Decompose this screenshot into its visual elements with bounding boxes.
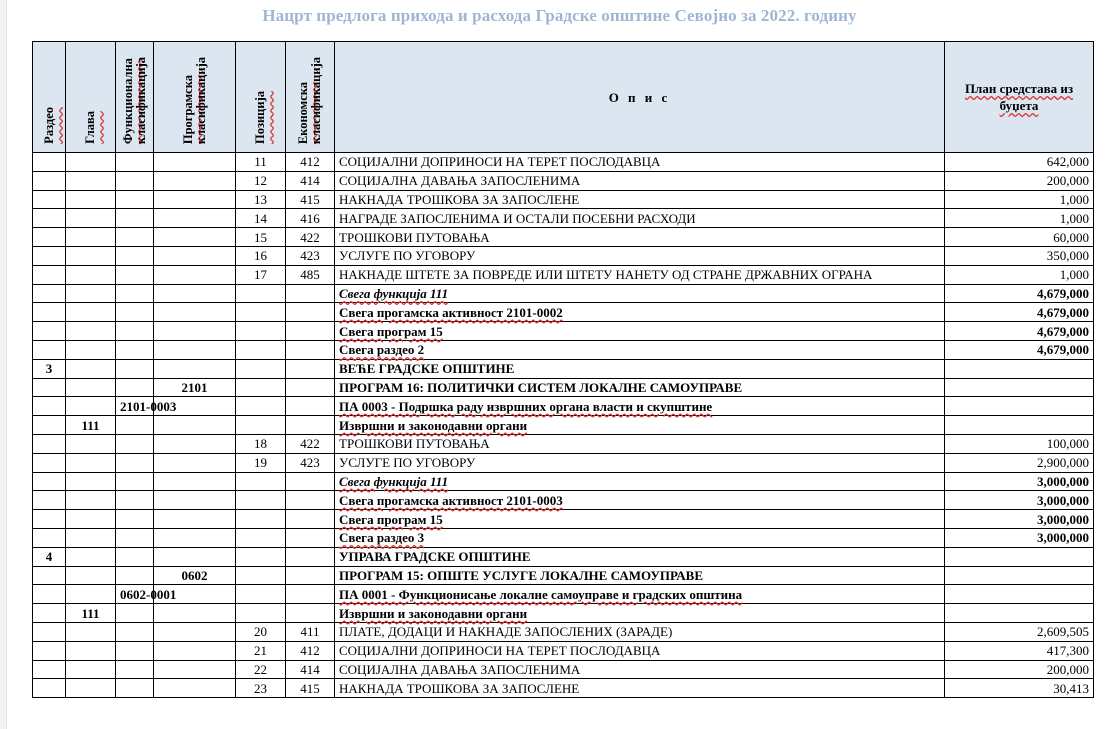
cell-pozicija <box>236 566 286 585</box>
table-row <box>33 472 1094 491</box>
cell-pozicija <box>236 416 286 435</box>
cell-programska <box>154 453 236 472</box>
cell-iznos: 4,679,000 <box>945 322 1094 341</box>
cell-ekonomska <box>286 528 335 547</box>
cell-glava <box>66 547 116 566</box>
cell-funkcionalna <box>116 491 154 510</box>
table-row <box>33 604 1094 623</box>
table-row <box>33 322 1094 341</box>
cell-ekonomska: 423 <box>286 246 335 265</box>
cell-iznos: 3,000,000 <box>945 510 1094 529</box>
cell-pozicija: 14 <box>236 209 286 228</box>
cell-funkcionalna <box>116 453 154 472</box>
cell-pozicija: 22 <box>236 660 286 679</box>
header-opis: О п и с <box>335 42 945 153</box>
cell-funkcionalna <box>116 510 154 529</box>
cell-iznos: 417,300 <box>945 641 1094 660</box>
cell-ekonomska: 416 <box>286 209 335 228</box>
cell-ekonomska: 414 <box>286 660 335 679</box>
cell-ekonomska <box>286 510 335 529</box>
cell-programska <box>154 416 236 435</box>
cell-programska <box>154 547 236 566</box>
cell-programska <box>154 340 236 359</box>
cell-razdeo <box>33 679 66 698</box>
cell-iznos: 1,000 <box>945 190 1094 209</box>
cell-ekonomska <box>286 604 335 623</box>
page-left-margin <box>0 0 7 729</box>
cell-ekonomska <box>286 585 335 604</box>
cell-glava <box>66 228 116 247</box>
cell-iznos: 4,679,000 <box>945 303 1094 322</box>
cell-iznos: 3,000,000 <box>945 472 1094 491</box>
cell-pozicija: 20 <box>236 622 286 641</box>
cell-razdeo <box>33 472 66 491</box>
cell-iznos <box>945 397 1094 416</box>
cell-funkcionalna <box>116 359 154 378</box>
cell-opis: ПРОГРАМ 15: ОПШТЕ УСЛУГЕ ЛОКАЛНЕ САМОУПРАВЕ <box>335 566 945 585</box>
table-row <box>33 359 1094 378</box>
cell-ekonomska <box>286 378 335 397</box>
header-glava: Глава <box>66 42 116 153</box>
cell-funkcionalna <box>116 153 154 172</box>
cell-ekonomska: 422 <box>286 434 335 453</box>
cell-pozicija <box>236 303 286 322</box>
cell-ekonomska <box>286 322 335 341</box>
cell-funkcionalna <box>116 322 154 341</box>
table-row <box>33 153 1094 172</box>
cell-razdeo <box>33 303 66 322</box>
cell-razdeo <box>33 378 66 397</box>
table-row <box>33 190 1094 209</box>
table-row <box>33 171 1094 190</box>
cell-razdeo <box>33 510 66 529</box>
cell-iznos: 100,000 <box>945 434 1094 453</box>
cell-programska <box>154 322 236 341</box>
cell-funkcionalna <box>116 284 154 303</box>
cell-iznos <box>945 604 1094 623</box>
cell-programska <box>154 510 236 529</box>
cell-razdeo <box>33 284 66 303</box>
cell-opis: НАГРАДЕ ЗАПОСЛЕНИМА И ОСТАЛИ ПОСЕБНИ РАСХОДИ <box>335 209 945 228</box>
cell-pozicija <box>236 604 286 623</box>
cell-opis: Извршни и законодавни органи <box>335 416 945 435</box>
cell-programska <box>154 303 236 322</box>
cell-pozicija <box>236 510 286 529</box>
cell-glava <box>66 340 116 359</box>
table-row <box>33 284 1094 303</box>
cell-programska <box>154 641 236 660</box>
cell-iznos <box>945 585 1094 604</box>
cell-ekonomska: 485 <box>286 265 335 284</box>
cell-ekonomska: 423 <box>286 453 335 472</box>
cell-ekonomska: 422 <box>286 228 335 247</box>
cell-pozicija <box>236 359 286 378</box>
cell-funkcionalna <box>116 265 154 284</box>
cell-glava <box>66 397 116 416</box>
cell-glava <box>66 303 116 322</box>
cell-ekonomska <box>286 303 335 322</box>
cell-glava <box>66 453 116 472</box>
cell-programska <box>154 528 236 547</box>
cell-razdeo <box>33 171 66 190</box>
cell-funkcionalna <box>116 246 154 265</box>
cell-glava <box>66 622 116 641</box>
table-row <box>33 416 1094 435</box>
cell-ekonomska: 411 <box>286 622 335 641</box>
cell-pozicija: 12 <box>236 171 286 190</box>
cell-opis: ТРОШКОВИ ПУТОВАЊА <box>335 434 945 453</box>
cell-opis: ПРОГРАМ 16: ПОЛИТИЧКИ СИСТЕМ ЛОКАЛНЕ САМОУПРАВЕ <box>335 378 945 397</box>
cell-funkcionalna <box>116 660 154 679</box>
cell-ekonomska <box>286 547 335 566</box>
cell-razdeo <box>33 153 66 172</box>
cell-glava <box>66 679 116 698</box>
cell-pozicija <box>236 397 286 416</box>
cell-glava <box>66 585 116 604</box>
cell-programska <box>154 679 236 698</box>
header-plan: План средстава из буџета <box>945 42 1094 153</box>
cell-funkcionalna <box>116 604 154 623</box>
budget-table <box>32 41 1094 698</box>
cell-programska <box>154 153 236 172</box>
cell-iznos <box>945 566 1094 585</box>
cell-iznos <box>945 359 1094 378</box>
cell-funkcionalna: 0602-0001 <box>116 585 154 604</box>
cell-iznos <box>945 416 1094 435</box>
cell-opis: СОЦИЈАЛНА ДАВАЊА ЗАПОСЛЕНИМА <box>335 171 945 190</box>
cell-glava <box>66 265 116 284</box>
cell-opis: Свега функција 111 <box>335 284 945 303</box>
cell-opis: НАКНАДА ТРОШКОВА ЗА ЗАПОСЛЕНЕ <box>335 679 945 698</box>
cell-razdeo <box>33 434 66 453</box>
cell-programska <box>154 246 236 265</box>
cell-glava <box>66 246 116 265</box>
table-row <box>33 491 1094 510</box>
cell-glava <box>66 153 116 172</box>
cell-ekonomska <box>286 340 335 359</box>
budget-table-body <box>33 153 1094 698</box>
table-row <box>33 340 1094 359</box>
cell-iznos: 4,679,000 <box>945 284 1094 303</box>
table-row <box>33 510 1094 529</box>
table-row <box>33 528 1094 547</box>
header-programska: Програмска класификација <box>154 42 236 153</box>
cell-programska <box>154 604 236 623</box>
cell-programska <box>154 622 236 641</box>
cell-iznos: 3,000,000 <box>945 491 1094 510</box>
cell-pozicija: 18 <box>236 434 286 453</box>
cell-opis: ПЛАТЕ, ДОДАЦИ И НАКНАДЕ ЗАПОСЛЕНИХ (ЗАРАДЕ) <box>335 622 945 641</box>
cell-opis: УСЛУГЕ ПО УГОВОРУ <box>335 246 945 265</box>
cell-ekonomska <box>286 416 335 435</box>
cell-programska <box>154 265 236 284</box>
cell-ekonomska <box>286 397 335 416</box>
cell-razdeo <box>33 585 66 604</box>
table-row <box>33 453 1094 472</box>
cell-razdeo <box>33 622 66 641</box>
cell-programska <box>154 209 236 228</box>
cell-funkcionalna <box>116 547 154 566</box>
cell-ekonomska <box>286 284 335 303</box>
cell-ekonomska <box>286 359 335 378</box>
table-row <box>33 641 1094 660</box>
cell-razdeo <box>33 491 66 510</box>
cell-iznos <box>945 378 1094 397</box>
cell-razdeo <box>33 416 66 435</box>
cell-opis: УПРАВА ГРАДСКЕ ОПШТИНЕ <box>335 547 945 566</box>
cell-opis: ВЕЋЕ ГРАДСКЕ ОПШТИНЕ <box>335 359 945 378</box>
cell-pozicija <box>236 378 286 397</box>
cell-programska <box>154 434 236 453</box>
cell-opis: ПА 0003 - Подршка раду извршних органа власти и скупштине <box>335 397 945 416</box>
cell-glava <box>66 472 116 491</box>
cell-razdeo <box>33 566 66 585</box>
cell-opis: СОЦИЈАЛНА ДАВАЊА ЗАПОСЛЕНИМА <box>335 660 945 679</box>
cell-opis: Свега прогамска активност 2101-0002 <box>335 303 945 322</box>
cell-glava <box>66 434 116 453</box>
cell-glava <box>66 171 116 190</box>
cell-iznos: 350,000 <box>945 246 1094 265</box>
table-row <box>33 434 1094 453</box>
cell-ekonomska: 412 <box>286 153 335 172</box>
cell-funkcionalna <box>116 528 154 547</box>
cell-ekonomska: 415 <box>286 679 335 698</box>
cell-opis: Свега програм 15 <box>335 322 945 341</box>
cell-pozicija: 13 <box>236 190 286 209</box>
cell-pozicija: 23 <box>236 679 286 698</box>
cell-iznos: 60,000 <box>945 228 1094 247</box>
cell-iznos: 200,000 <box>945 660 1094 679</box>
cell-ekonomska: 414 <box>286 171 335 190</box>
cell-funkcionalna <box>116 641 154 660</box>
cell-opis: Свега раздео 3 <box>335 528 945 547</box>
cell-pozicija <box>236 528 286 547</box>
cell-glava <box>66 284 116 303</box>
header-pozicija: Позиција <box>236 42 286 153</box>
cell-pozicija: 16 <box>236 246 286 265</box>
cell-pozicija: 15 <box>236 228 286 247</box>
cell-pozicija <box>236 585 286 604</box>
cell-opis: УСЛУГЕ ПО УГОВОРУ <box>335 453 945 472</box>
cell-pozicija <box>236 547 286 566</box>
cell-opis: ТРОШКОВИ ПУТОВАЊА <box>335 228 945 247</box>
cell-funkcionalna <box>116 566 154 585</box>
cell-funkcionalna <box>116 303 154 322</box>
cell-opis: СОЦИЈАЛНИ ДОПРИНОСИ НА ТЕРЕТ ПОСЛОДАВЦА <box>335 153 945 172</box>
cell-programska: 0602 <box>154 566 236 585</box>
cell-funkcionalna <box>116 416 154 435</box>
table-row <box>33 209 1094 228</box>
cell-ekonomska: 412 <box>286 641 335 660</box>
cell-programska <box>154 491 236 510</box>
cell-razdeo: 4 <box>33 547 66 566</box>
cell-glava <box>66 491 116 510</box>
cell-funkcionalna <box>116 434 154 453</box>
cell-programska <box>154 284 236 303</box>
table-row <box>33 622 1094 641</box>
cell-glava <box>66 528 116 547</box>
cell-razdeo <box>33 340 66 359</box>
header-funkcionalna: Функционална класификација <box>116 42 154 153</box>
cell-glava: 111 <box>66 604 116 623</box>
cell-pozicija <box>236 284 286 303</box>
table-row <box>33 397 1094 416</box>
cell-iznos: 1,000 <box>945 265 1094 284</box>
cell-programska <box>154 359 236 378</box>
header-razdeo: Раздео <box>33 42 66 153</box>
document-title: Нацрт предлога прихода и расхода Градске општине Севојно за 2022. годину <box>262 6 857 25</box>
cell-glava <box>66 359 116 378</box>
cell-programska <box>154 190 236 209</box>
cell-funkcionalna: 2101-0003 <box>116 397 154 416</box>
cell-glava <box>66 322 116 341</box>
cell-pozicija <box>236 322 286 341</box>
cell-razdeo: 3 <box>33 359 66 378</box>
cell-funkcionalna <box>116 679 154 698</box>
cell-opis: Извршни и законодавни органи <box>335 604 945 623</box>
cell-funkcionalna <box>116 209 154 228</box>
cell-iznos: 3,000,000 <box>945 528 1094 547</box>
cell-funkcionalna <box>116 472 154 491</box>
cell-iznos: 642,000 <box>945 153 1094 172</box>
cell-razdeo <box>33 604 66 623</box>
table-row <box>33 265 1094 284</box>
cell-ekonomska <box>286 472 335 491</box>
cell-glava: 111 <box>66 416 116 435</box>
cell-opis: ПА 0001 - Функционисање локалне самоуправе и градских општина <box>335 585 945 604</box>
cell-pozicija: 11 <box>236 153 286 172</box>
cell-iznos: 2,900,000 <box>945 453 1094 472</box>
table-row <box>33 660 1094 679</box>
cell-glava <box>66 378 116 397</box>
cell-razdeo <box>33 641 66 660</box>
cell-opis: Свега прогамска активност 2101-0003 <box>335 491 945 510</box>
cell-glava <box>66 209 116 228</box>
cell-funkcionalna <box>116 378 154 397</box>
cell-pozicija <box>236 340 286 359</box>
cell-razdeo <box>33 397 66 416</box>
cell-razdeo <box>33 209 66 228</box>
table-row <box>33 228 1094 247</box>
cell-iznos: 30,413 <box>945 679 1094 698</box>
cell-glava <box>66 510 116 529</box>
cell-opis: Свега функција 111 <box>335 472 945 491</box>
cell-razdeo <box>33 453 66 472</box>
table-row <box>33 547 1094 566</box>
cell-glava <box>66 566 116 585</box>
cell-razdeo <box>33 528 66 547</box>
cell-pozicija: 21 <box>236 641 286 660</box>
cell-iznos: 1,000 <box>945 209 1094 228</box>
cell-opis: Свега програм 15 <box>335 510 945 529</box>
cell-pozicija: 17 <box>236 265 286 284</box>
cell-iznos: 2,609,505 <box>945 622 1094 641</box>
table-row <box>33 246 1094 265</box>
cell-programska <box>154 228 236 247</box>
cell-funkcionalna <box>116 171 154 190</box>
cell-ekonomska <box>286 566 335 585</box>
header-ekonomska: Економска класификација <box>286 42 335 153</box>
cell-funkcionalna <box>116 190 154 209</box>
cell-funkcionalna <box>116 340 154 359</box>
cell-razdeo <box>33 190 66 209</box>
cell-iznos: 4,679,000 <box>945 340 1094 359</box>
table-row <box>33 566 1094 585</box>
table-row <box>33 378 1094 397</box>
cell-programska <box>154 171 236 190</box>
cell-pozicija <box>236 491 286 510</box>
cell-pozicija: 19 <box>236 453 286 472</box>
cell-glava <box>66 660 116 679</box>
table-row <box>33 585 1094 604</box>
cell-glava <box>66 190 116 209</box>
cell-razdeo <box>33 246 66 265</box>
cell-razdeo <box>33 660 66 679</box>
cell-ekonomska: 415 <box>286 190 335 209</box>
cell-programska <box>154 472 236 491</box>
cell-iznos <box>945 547 1094 566</box>
cell-funkcionalna <box>116 228 154 247</box>
cell-iznos: 200,000 <box>945 171 1094 190</box>
cell-programska <box>154 660 236 679</box>
table-row <box>33 303 1094 322</box>
cell-pozicija <box>236 472 286 491</box>
cell-razdeo <box>33 322 66 341</box>
table-row <box>33 679 1094 698</box>
cell-razdeo <box>33 228 66 247</box>
cell-opis: НАКНАДА ТРОШКОВА ЗА ЗАПОСЛЕНЕ <box>335 190 945 209</box>
cell-funkcionalna <box>116 622 154 641</box>
cell-opis: СОЦИЈАЛНИ ДОПРИНОСИ НА ТЕРЕТ ПОСЛОДАВЦА <box>335 641 945 660</box>
cell-opis: НАКНАДЕ ШТЕТЕ ЗА ПОВРЕДЕ ИЛИ ШТЕТУ НАНЕТУ ОД СТРАНЕ ДРЖАВНИХ ОГРАНА <box>335 265 945 284</box>
header-row <box>33 42 1094 153</box>
cell-ekonomska <box>286 491 335 510</box>
cell-glava <box>66 641 116 660</box>
cell-razdeo <box>33 265 66 284</box>
cell-programska: 2101 <box>154 378 236 397</box>
cell-opis: Свега раздео 2 <box>335 340 945 359</box>
